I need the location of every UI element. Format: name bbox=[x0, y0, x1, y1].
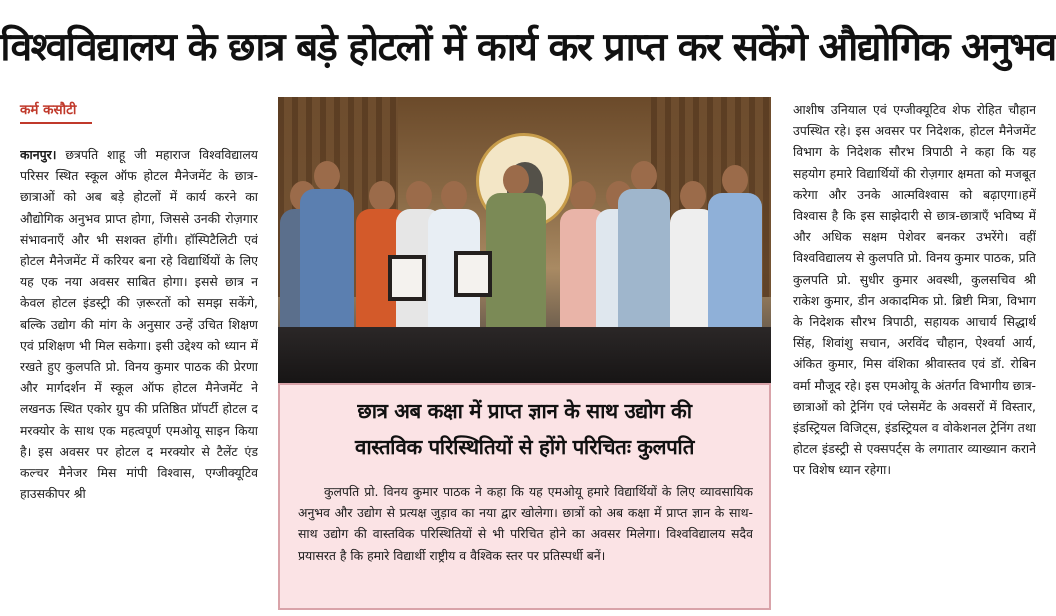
pull-quote-heading-line1: छात्र अब कक्षा में प्राप्त ज्ञान के साथ उद्योग की bbox=[357, 399, 692, 423]
person bbox=[708, 165, 762, 339]
left-column bbox=[20, 144, 258, 610]
conference-table bbox=[278, 327, 771, 383]
dateline: कानपुर। bbox=[20, 147, 57, 162]
right-column-text: आशीष उनियाल एवं एग्जीक्यूटिव शेफ रोहित चौहान उपस्थित रहे। इस अवसर पर निदेशक, होटल मैनेजमेंट विभाग के निदेशक सौरभ त्रिपाठी ने कहा कि यह सहयोग हमारे विद्यार्थियों की रोज़गार क्षमता को मजबूत करेगा और उनके आत्मविश्वास को बढ़ाएगा।हमें विश्वास है कि इस साझेदारी से छात्र-छात्राएँ भविष्य में और अधिक सक्षम पेशेवर बनकर उभरेंगे। वहीं विश्वविद्यालय से कुलपति प्रो. विनय कुमार पाठक, प्रति कुलपति प्रो. सुधीर कुमार अवस्थी, कुलसचिव श्री राकेश कुमार, डीन अकादमिक प्रो. ब्रिष्टी मित्रा, विभाग के निदेशक सौरभ त्रिपाठी, सहायक आचार्य सिद्धार्थ सिंह, शिवांशु सचान, अरविंद चौहान, ऐश्वर्या आर्य, अंकित कुमार, मिस वंशिका श्रीवास्तव एवं डॉ. रोबिन वर्मा मौजूद रहे। इस एमओयू के अंतर्गत विभागीय छात्र-छात्राओं को ट्रेनिंग एवं प्लेसमेंट के अवसरों में विस्तार, इंडस्ट्रियल विजिट्स, इंडस्ट्रियल व वोकेशनल ट्रेनिंग तथा होटल इंडस्ट्री से एक्सपर्ट्स के लगातार व्याख्यान कराने पर विशेष ध्यान रहेगा। bbox=[793, 102, 1036, 478]
signed-document bbox=[454, 251, 492, 297]
byline: कर्म कसौटी bbox=[20, 100, 92, 124]
signed-document bbox=[388, 255, 426, 301]
person bbox=[486, 165, 546, 339]
person bbox=[300, 161, 354, 339]
person bbox=[618, 161, 670, 339]
pull-quote-box bbox=[278, 383, 771, 610]
pull-quote-heading bbox=[280, 393, 769, 465]
pull-quote-body: कुलपति प्रो. विनय कुमार पाठक ने कहा कि यह एमओयू हमारे विद्यार्थियों के लिए व्यावसायिक अनुभव और उद्योग से प्रत्यक्ष जुड़ाव का नया द्वार खोलेगा। छात्रों को अब कक्षा में प्राप्त ज्ञान के साथ-साथ उद्योग की वास्तविक परिस्थितियों से भी परिचित होने का अवसर मिलेगा। विश्वविद्यालय सदैव प्रयासरत है कि हमारे विद्यार्थी राष्ट्रीय व वैश्विक स्तर पर प्रतिस्पर्धी बनें। bbox=[298, 484, 753, 563]
right-column bbox=[793, 99, 1036, 610]
left-column-text: छत्रपति शाहू जी महाराज विश्वविद्यालय परिसर स्थित स्कूल ऑफ होटल मैनेजमेंट के छात्र-छात्राओं को अब बड़े होटलों में कार्य करने का औद्योगिक अनुभव प्राप्त होगा, जिससे उनकी रोज़गार संभावनाएँ और भी सशक्त होंगी। हॉस्पिटैलिटी एवं होटल मैनेजमेंट में करियर बना रहे विद्यार्थियों के लिए यह एक नया अवसर साबित होगा। इससे छात्र न केवल होटल इंडस्ट्री की ज़रूरतों को समझ सकेंगे, बल्कि उद्योग की मांग के अनुसार उन्हें उचित शिक्षण एवं प्रशिक्षण भी मिल सकेगा। इसी उद्देश्य को ध्यान में रखते हुए कुलपति प्रो. विनय कुमार पाठक की प्रेरणा और मार्गदर्शन में स्कूल ऑफ होटल मैनेजमेंट ने लखनऊ स्थित एकोर ग्रुप की प्रतिष्ठित प्रॉपर्टी होटल द मरक्योर के साथ एक महत्वपूर्ण एमओयू साइन किया है। इस अवसर पर होटल द मरक्योर से टैलेंट एंड कल्चर मैनेजर मिस मांपी विश्वास, एग्जीक्यूटिव हाउसकीपर श्री bbox=[20, 147, 258, 502]
headline: विश्वविद्यालय के छात्र बड़े होटलों में कार्य कर प्राप्त कर सकेंगे औद्योगिक अनुभव bbox=[0, 25, 1056, 70]
mou-signing-photo bbox=[278, 97, 771, 383]
pull-quote-heading-line2: वास्तविक परिस्थितियों से होंगे परिचितः कुलपति bbox=[355, 435, 694, 459]
